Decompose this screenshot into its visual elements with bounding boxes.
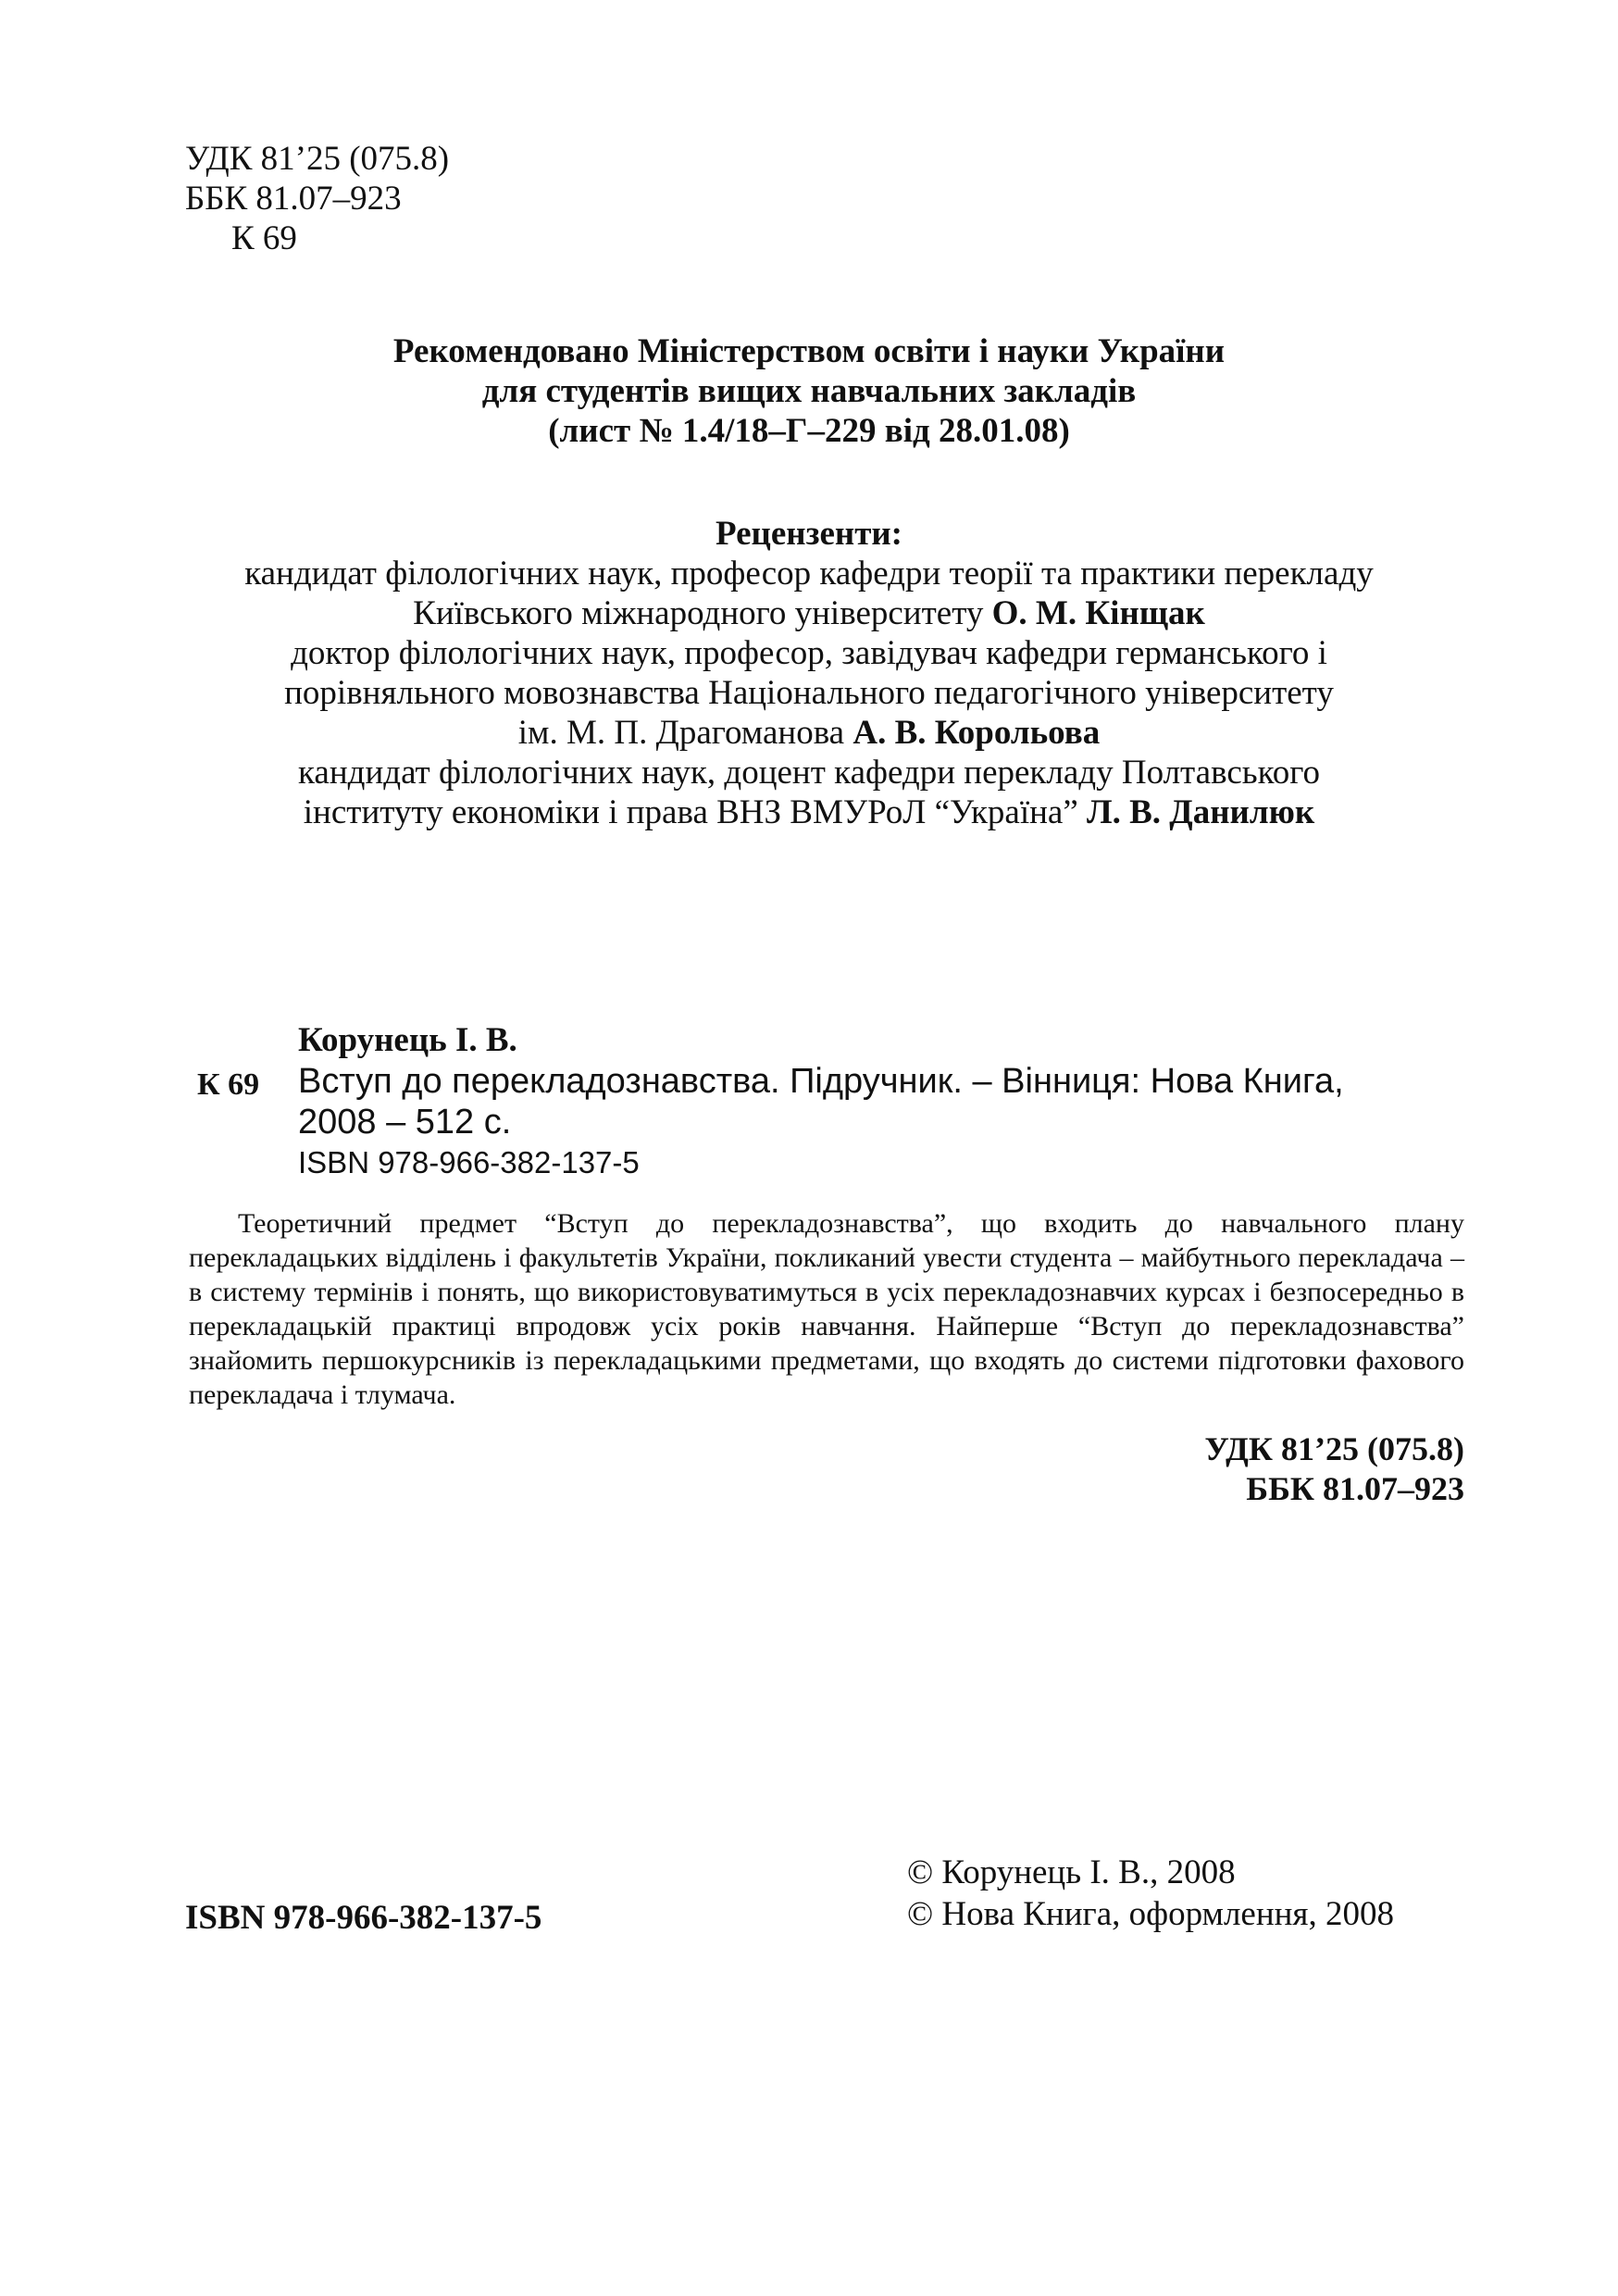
bibliographic-entry [298, 1020, 1466, 1183]
recommendation-line: Рекомендовано Міністерством освіти і науки України [392, 332, 1226, 370]
classification-codes-right [1204, 1429, 1464, 1509]
reviewer-text: кандидат філологічних наук, доцент кафедри перекладу Полтавського [297, 754, 1321, 792]
recommendation-line: (лист № 1.4/18–Г–229 від 28.01.08) [548, 412, 1070, 450]
entry-pages: 2008 – 512 с. [298, 1103, 512, 1142]
recommendation-line: для студентів вищих навчальних закладів [481, 372, 1137, 410]
reviewer-text: доктор філологічних наук, професор, завідувач кафедри германського і [291, 634, 1327, 672]
udk-code: УДК 81’25 (075.8) [185, 140, 450, 178]
reviewer-name: О. М. Кінщак [991, 594, 1205, 632]
bbk-code-right: ББК 81.07–923 [1246, 1470, 1464, 1507]
reviewer-name: А. В. Корольова [853, 714, 1101, 752]
copyright-block [907, 1852, 1394, 1935]
entry-isbn: ISBN 978-966-382-137-5 [298, 1145, 640, 1179]
recommendation-block [0, 331, 1618, 451]
bbk-code: ББК 81.07–923 [185, 180, 402, 218]
entry-author: Корунець І. В. [298, 1021, 517, 1059]
reviewer-text: порівняльного мовознавства Національного педагогічного університету [284, 674, 1334, 712]
entry-title: Вступ до перекладознавства. Підручник. – Вінниця: Нова Книга, [298, 1062, 1344, 1101]
annotation-text: Теоретичний предмет “Вступ до перекладознавства”, що входить до навчального плану перекладацьких відділень і факультетів України, покликаний увести студента – майбутнього перекладача – в систему термінів і понять, що використовуватимуться в усіх перекладознавчих курсах і безпосередньо в перекладацькій практиці впродовж усіх років навчання. Найперше “Вступ до перекладознавства” знайомить першокурсників із перекладацькими предметами, що входять до системи підготовки фахового перекладача і тлумача. [189, 1208, 1464, 1410]
reviewer-text: інституту економіки і права ВНЗ ВМУРоЛ “Україна” Л. В. Данилюк [303, 793, 1315, 831]
reviewer-text: Київського міжнародного університету О. М. Кінщак [413, 594, 1205, 632]
udk-code-right: УДК 81’25 (075.8) [1204, 1430, 1464, 1467]
entry-code: К 69 [197, 1067, 260, 1102]
footer-isbn: ISBN 978-966-382-137-5 [185, 1899, 542, 1937]
copyright-author: © Корунець І. В., 2008 [907, 1853, 1236, 1891]
copyright-publisher: © Нова Книга, оформлення, 2008 [907, 1895, 1394, 1933]
reviewer-text: кандидат філологічних наук, професор кафедри теорії та практики перекладу [244, 555, 1374, 593]
reviewers-block [0, 514, 1618, 832]
author-code: К 69 [231, 219, 297, 257]
reviewer-text: ім. М. П. Драгоманова А. В. Корольова [517, 714, 1101, 752]
classification-block [185, 139, 449, 258]
reviewer-name: Л. В. Данилюк [1087, 793, 1315, 831]
reviewers-title: Рецензенти: [715, 515, 903, 553]
